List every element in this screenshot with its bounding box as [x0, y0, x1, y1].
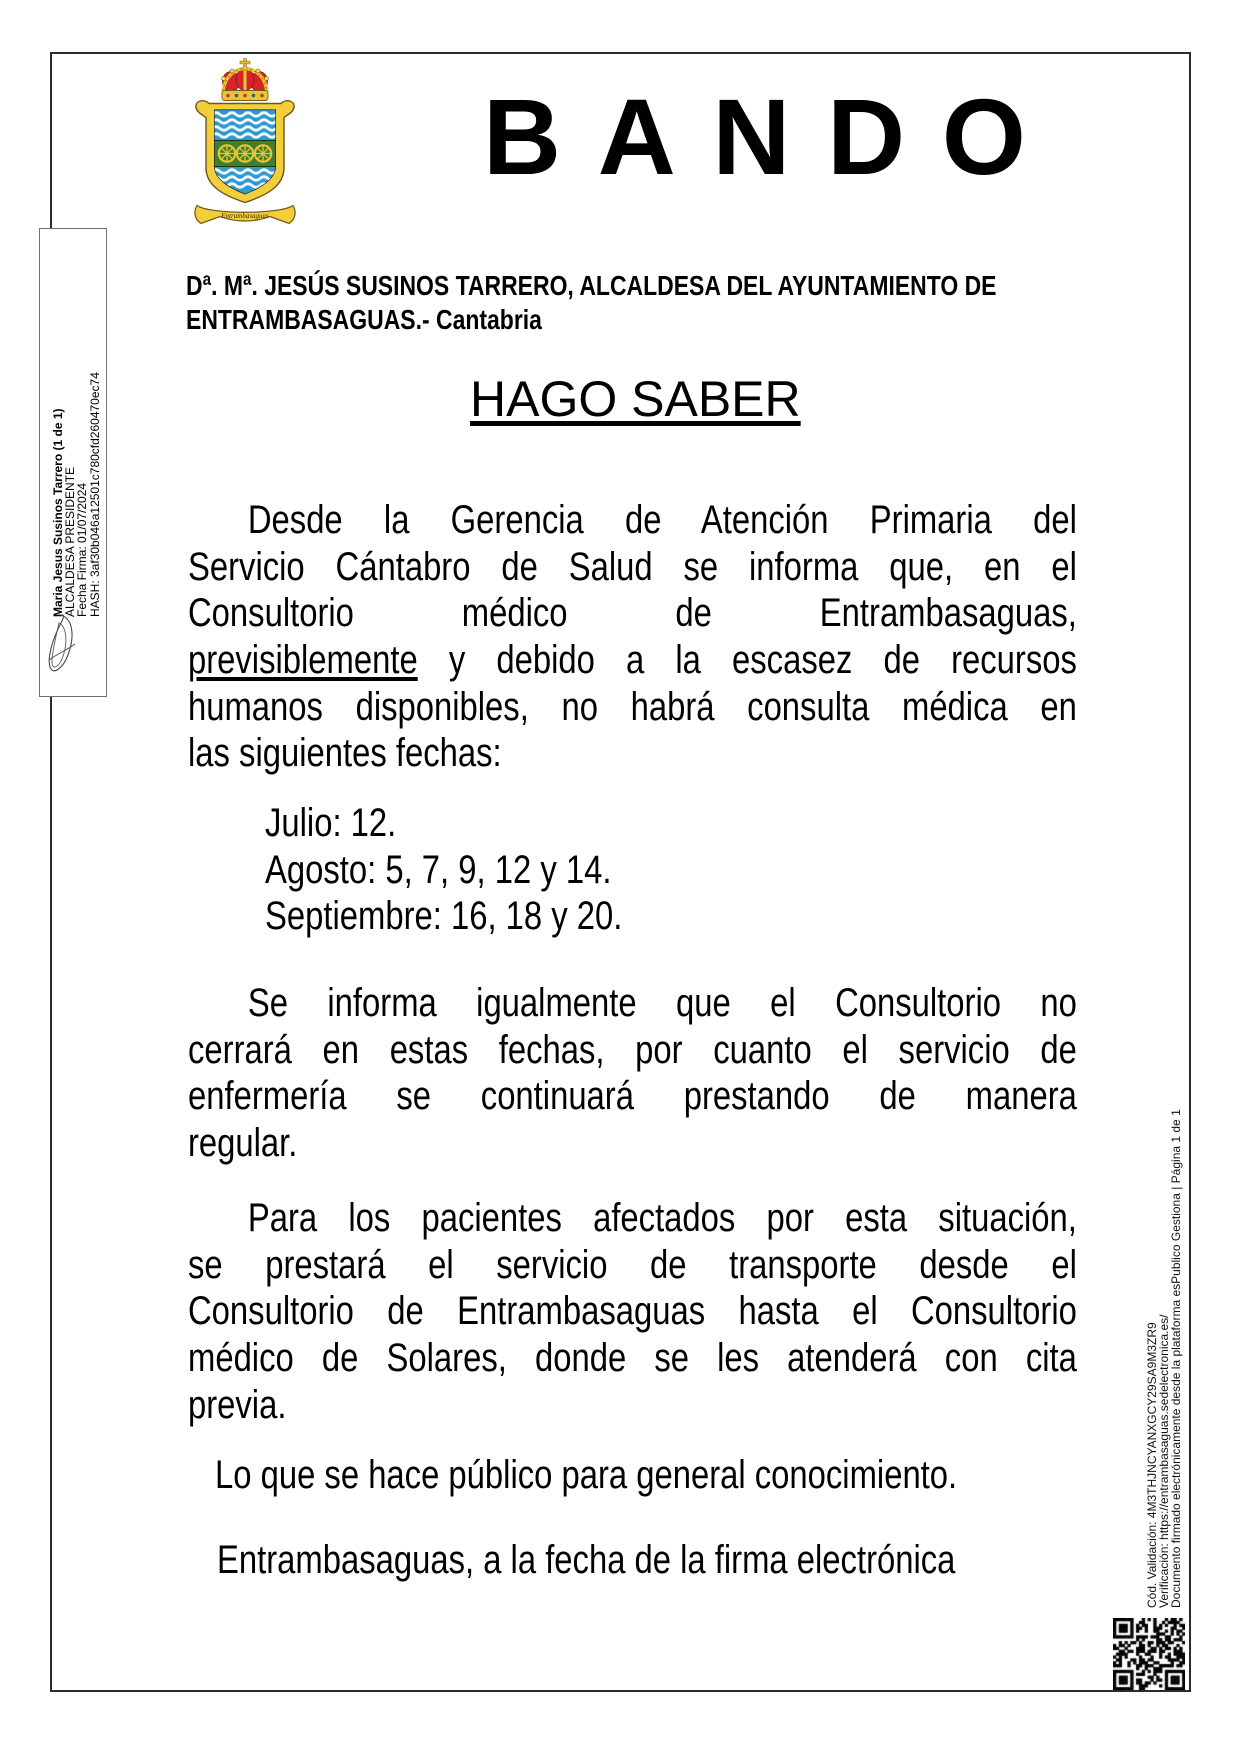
paragraph-line: cerrará en estas fechas, por cuanto el servicio de	[188, 1027, 1077, 1072]
crown-icon	[222, 59, 269, 101]
paragraph-line: las siguientes fechas:	[188, 731, 502, 776]
coat-of-arms-icon	[187, 57, 303, 225]
paragraph-line: Desde la Gerencia de Atención Primaria del	[247, 498, 1077, 542]
underlined-word: previsiblemente	[188, 638, 418, 683]
signature-stamp-text	[52, 337, 101, 617]
paragraph-line: Se informa igualmente que el Consultorio no	[247, 981, 1077, 1025]
paragraph-line: previa.	[188, 1382, 287, 1427]
banner-ribbon	[195, 206, 295, 224]
date-list-item: Septiembre: 16, 18 y 20.	[265, 894, 623, 939]
paragraph-line: Para los pacientes afectados por esta situación,	[247, 1196, 1077, 1240]
paragraph-line: enfermería se continuará prestando de manera	[188, 1074, 1077, 1119]
sign-date: Fecha Firma: 01/07/2024	[75, 482, 90, 617]
qr-code	[1113, 1618, 1185, 1690]
paragraph-line: Servicio Cántabro de Salud se informa que, en el	[188, 544, 1077, 589]
paragraph-line: médico de Solares, donde se les atenderá con cita	[188, 1336, 1077, 1381]
header-line-2: ENTRAMBASAGUAS.- Cantabria	[186, 304, 542, 335]
header-line-1: Dª. Mª. JESÚS SUSINOS TARRERO, ALCALDESA DEL AYUNTAMIENTO DE	[186, 270, 997, 301]
paragraph-line: regular.	[188, 1121, 298, 1166]
handwritten-signature-icon	[45, 610, 79, 680]
date-list-item: Agosto: 5, 7, 9, 12 y 14.	[265, 847, 612, 892]
section-heading: HAGO SABER	[470, 371, 801, 427]
paragraph-3	[188, 1195, 1077, 1428]
signer-name: Maria Jesus Susinos Tarrero (1 de 1)	[51, 408, 65, 617]
document-title: BANDO	[483, 76, 1063, 197]
date-list-item: Julio: 12.	[265, 801, 397, 845]
paragraph-line: Consultorio médico de Entrambasaguas,	[188, 591, 1077, 636]
closure-dates-list	[265, 800, 965, 940]
document-header	[186, 269, 1170, 337]
signer-role: ALCALDESA PRESIDENTE	[63, 466, 78, 617]
platform-note: Documento firmado electrónicamente desde la plataforma esPublico Gestiona | Página 1 de 1	[1169, 1109, 1184, 1608]
closing-line: Lo que se hace público para general conocimiento.	[215, 1453, 958, 1497]
paragraph-2	[188, 980, 1077, 1167]
paragraph-1	[188, 497, 1077, 777]
shield	[196, 101, 294, 203]
banner-text: Entrambasaguas	[221, 212, 269, 220]
validation-code: Cód. Validación: 4M3THJNCYANXGCY29SA9M3ZR9	[1145, 1322, 1159, 1608]
paragraph-line: Consultorio de Entrambasaguas hasta el Consultorio	[188, 1289, 1077, 1334]
validation-sidebar	[1146, 1063, 1183, 1608]
sign-hash: HASH: 3af30b046a12501c780cfd260470ec74	[87, 372, 102, 617]
paragraph-line	[188, 637, 1077, 684]
paragraph-line: se prestará el servicio de transporte desde el	[188, 1242, 1077, 1287]
signoff-line: Entrambasaguas, a la fecha de la firma electrónica	[217, 1538, 956, 1582]
paragraph-line: humanos disponibles, no habrá consulta médica en	[188, 684, 1077, 729]
verification-url: Verificación: https://entrambasaguas.sedelectronica.es/	[1157, 1314, 1172, 1608]
paragraph-line-rest: y debido a la escasez de recursos	[448, 638, 1077, 683]
